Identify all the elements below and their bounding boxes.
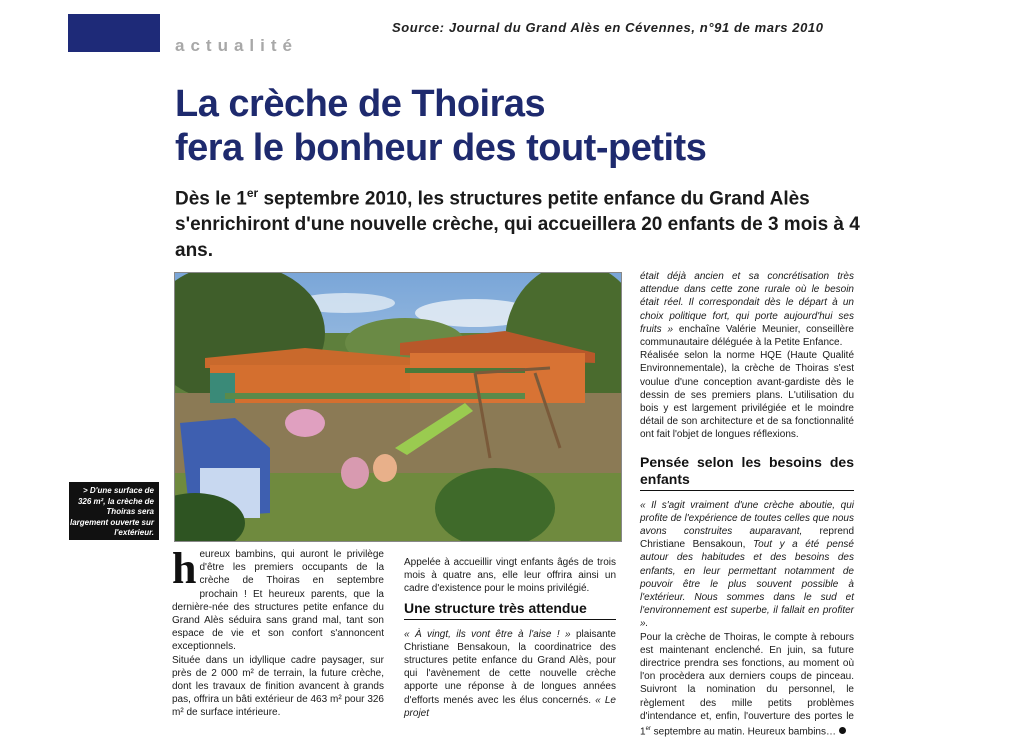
col3-p4-text-1: Pour la crèche de Thoiras, le compte à rebours est maintenant enclenché. En juin, sa future directrice prendra ses fonctions, au moment où l'on procèdera aux derniers coups de pinceau. Suivront la nomination du personnel, le règlement des mille petits problèmes d'intendance et, enfin, l'ouverture des portes le 1 — [640, 631, 854, 738]
column-1 — [172, 544, 384, 720]
col3-p3-italic: « Il s'agit vraiment d'une crèche aboutie, qui profite de l'expérience de toutes celles que nous avons construites auparavant, — [640, 499, 854, 538]
col2-p2-text: plaisante Christiane Bensakoun, la coordinatrice des structures petite enfance du Grand Alès, pour qui l'avènement de cette nouvelle crèche apporte une réponse à de longues années d'efforts menés avec les élus concernés. — [404, 628, 616, 706]
col3-p3-italic-2: Tout y a été pensé autour des habitudes et des besoins des enfants, en leur permettant notamment de pouvoir être le plus souvent possible à l'extérieur. Nous sommes dans le sud et l'environnement est superbe, il fallait en profiter ». — [640, 539, 854, 630]
col3-paragraph-3 — [640, 499, 854, 631]
title-line-1: La crèche de Thoiras — [175, 83, 546, 125]
article-title — [175, 82, 895, 170]
col3-p3-mid: reprend Christiane Bensakoun, — [640, 526, 855, 551]
creche-illustration — [174, 272, 622, 542]
col3-p4-sup: er — [645, 726, 651, 733]
source-line: Source: Journal du Grand Alès en Cévennes, n°91 de mars 2010 — [392, 20, 824, 35]
col1-paragraph-1 — [172, 544, 384, 654]
col3-paragraph-1 — [640, 270, 854, 349]
column-3 — [640, 270, 854, 739]
col2-quote: « À vingt, ils vont être à l'aise ! » — [404, 628, 571, 640]
col2-paragraph-1: Appelée à accueillir vingt enfants âgés de trois mois à quatre ans, elle leur offrira ainsi un cadre d'existence pour le moins privilégié. — [404, 557, 616, 595]
col2-paragraph-2 — [404, 628, 616, 720]
col3-p1-rest: enchaîne Valérie Meunier, conseillère communautaire déléguée à la Petite Enfance. — [640, 323, 854, 349]
col1-p1-text: eureux bambins, qui auront le privilège d'être les premiers occupants de la crèche de Thoiras en septembre prochain ! Et heureux parents, que la dernière-née des structures petite enfance du Grand Alès séduira sans grand mal, tant son espace de vie et son confort s'annoncent exceptionnels. — [172, 549, 384, 653]
lede-text-2: septembre 2010, les structures petite enfance du Grand Alès s'enrichiront d'une nouvelle crèche, qui accueillera 20 enfants de 3 mois à 4 ans. — [175, 188, 860, 262]
col3-subhead: Pensée selon les besoins des enfants — [640, 454, 854, 491]
dropcap: h — [172, 544, 197, 593]
col1-paragraph-2: Située dans un idyllique cadre paysager, sur près de 2 000 m² de terrain, la future crèche, dont les travaux de finition avancent à grands pas, offrira un bâti extérieur de 463 m² pour 326 m² de surface intérieure. — [172, 654, 384, 719]
corner-color-block — [68, 14, 160, 52]
col3-p1-italic: était déjà ancien et sa concrétisation très attendue dans cette zone rurale où le besoin était réel. Il correspondait dès le départ à un choix politique fort, qui porte aujourd'hui ses fruits » — [640, 271, 854, 335]
end-bullet-icon — [839, 727, 846, 734]
col2-p2-italic: « Le projet — [404, 694, 616, 719]
photo-caption: > D'une surface de 326 m², la crèche de Thoiras sera largement ouverte sur l'extérieur. — [69, 482, 159, 540]
lede-sup: er — [246, 186, 259, 200]
title-line-2: fera le bonheur des tout-petits — [175, 127, 707, 169]
column-2 — [404, 556, 616, 720]
col3-p4-text-2: septembre au matin. Heureux bambins… — [650, 726, 836, 738]
col2-subhead: Une structure très attendue — [404, 600, 616, 620]
col3-paragraph-2: Réalisée selon la norme HQE (Haute Qualité Environnementale), la crèche de Thoiras s'est voulue d'une conception avant-gardiste dès le dessin de ses premiers plans. L'utilisation du bois y est largement privilégiée et le moindre détail de son architecture et de sa fonctionnalité ont fait l'objet de longues réflexions. — [640, 350, 854, 441]
creche-drawing — [175, 273, 621, 541]
article-lede — [175, 180, 875, 264]
lede-text-1: Dès le 1 — [175, 188, 247, 210]
section-label: actualité — [175, 36, 298, 55]
col3-paragraph-4 — [640, 631, 854, 739]
